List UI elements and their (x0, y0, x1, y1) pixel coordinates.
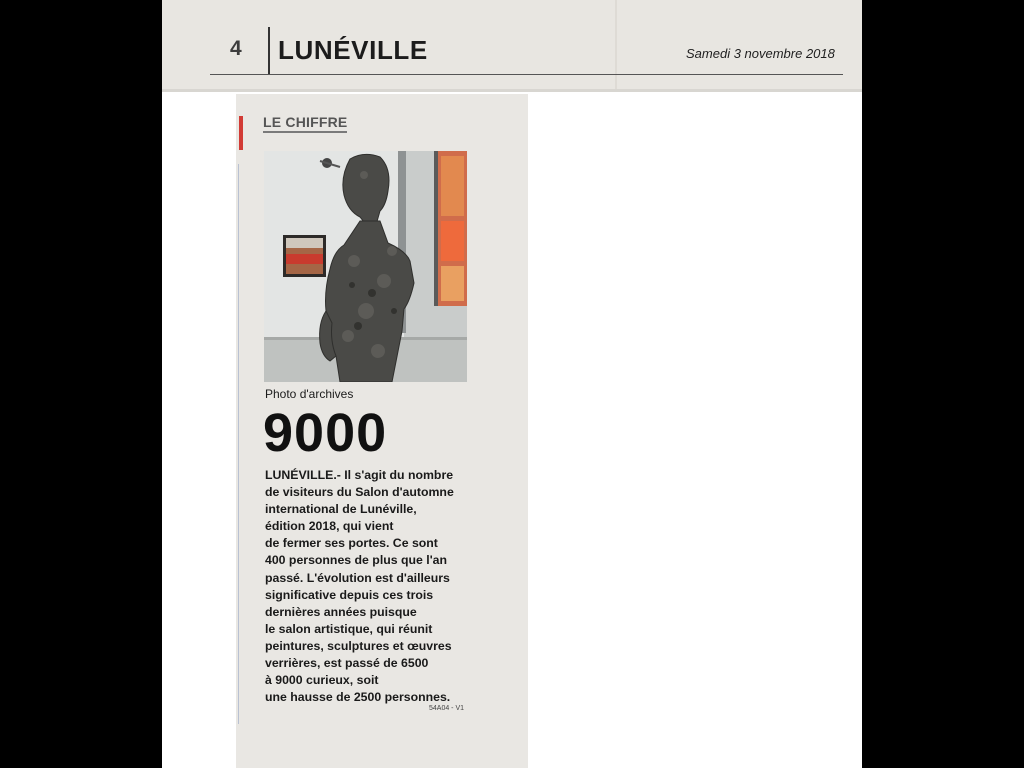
clipping-reference-code: 54A04 - V1 (429, 705, 465, 712)
newspaper-page (162, 0, 862, 768)
column-accent-bar (239, 116, 243, 150)
article-line: verrières, est passé de 6500 (265, 656, 429, 671)
article-clipping (236, 94, 528, 768)
article-line: 400 personnes de plus que l'an (265, 553, 447, 568)
article-line: passé. L'évolution est d'ailleurs (265, 570, 450, 585)
article-line: de visiteurs du Salon d'automne (265, 485, 454, 500)
article-line: international de Lunéville, (265, 502, 417, 517)
header-date: Samedi 3 novembre 2018 (686, 46, 835, 61)
paper-crease (615, 0, 617, 91)
header-rule (210, 74, 843, 75)
header-shadow (162, 89, 862, 92)
article-line: édition 2018, qui vient (265, 519, 394, 534)
headline-figure: 9000 (263, 403, 388, 463)
article-line: LUNÉVILLE.- Il s'agit du nombre (265, 468, 454, 482)
article-line: une hausse de 2500 personnes. (265, 690, 451, 705)
clipping-edge-line (238, 164, 239, 724)
article-line: le salon artistique, qui réunit (265, 621, 433, 636)
sculpture-photo (264, 151, 467, 382)
page-number: 4 (230, 37, 242, 60)
column-label: LE CHIFFRE (263, 114, 347, 133)
article-body (265, 467, 475, 706)
article-line: peintures, sculptures et œuvres (265, 638, 452, 653)
photo-caption: Photo d'archives (265, 387, 354, 401)
article-line: dernières années puisque (265, 604, 417, 619)
section-title: LUNÉVILLE (278, 35, 428, 65)
article-line: significative depuis ces trois (265, 587, 434, 602)
article-line: de fermer ses portes. Ce sont (265, 536, 438, 551)
header-divider (268, 27, 270, 74)
article-line: à 9000 curieux, soit (265, 673, 379, 688)
